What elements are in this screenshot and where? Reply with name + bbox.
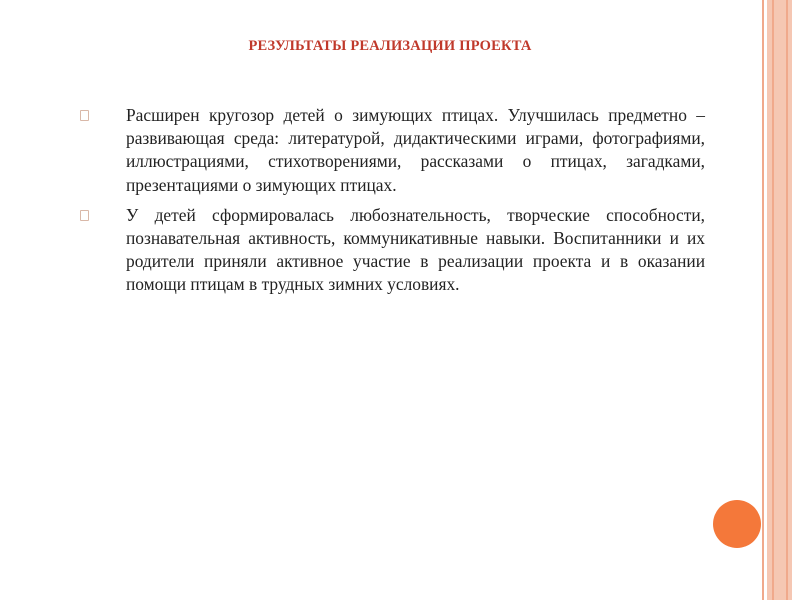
bullet-item <box>80 104 705 197</box>
bullet-marker-icon <box>80 210 89 221</box>
slide-title: РЕЗУЛЬТАТЫ РЕАЛИЗАЦИИ ПРОЕКТА <box>248 38 532 54</box>
bullet-marker-icon <box>80 110 89 121</box>
decorative-stripe-band <box>767 0 792 600</box>
bullet-text: Расширен кругозор детей о зимующих птицах. Улучшилась предметно – развивающая среда: литературой, дидактическими играми, фотографиями, иллюстрациями, стихотворениями, рассказами о птицах, загадками, презентациями о зимующих птицах. <box>126 105 705 195</box>
decorative-stripe-line <box>762 0 764 600</box>
decorative-circle <box>713 500 761 548</box>
bullet-item <box>80 204 705 297</box>
bullet-text: У детей сформировалась любознательность, творческие способности, познавательная активность, коммуникативные навыки. Воспитанники и их родители приняли активное участие в реализации проекта и в оказании помощи птицам в трудных зимних условиях. <box>126 204 705 295</box>
bullet-list <box>80 104 705 304</box>
decorative-stripe-line <box>786 0 788 600</box>
decorative-stripe-line <box>772 0 774 600</box>
